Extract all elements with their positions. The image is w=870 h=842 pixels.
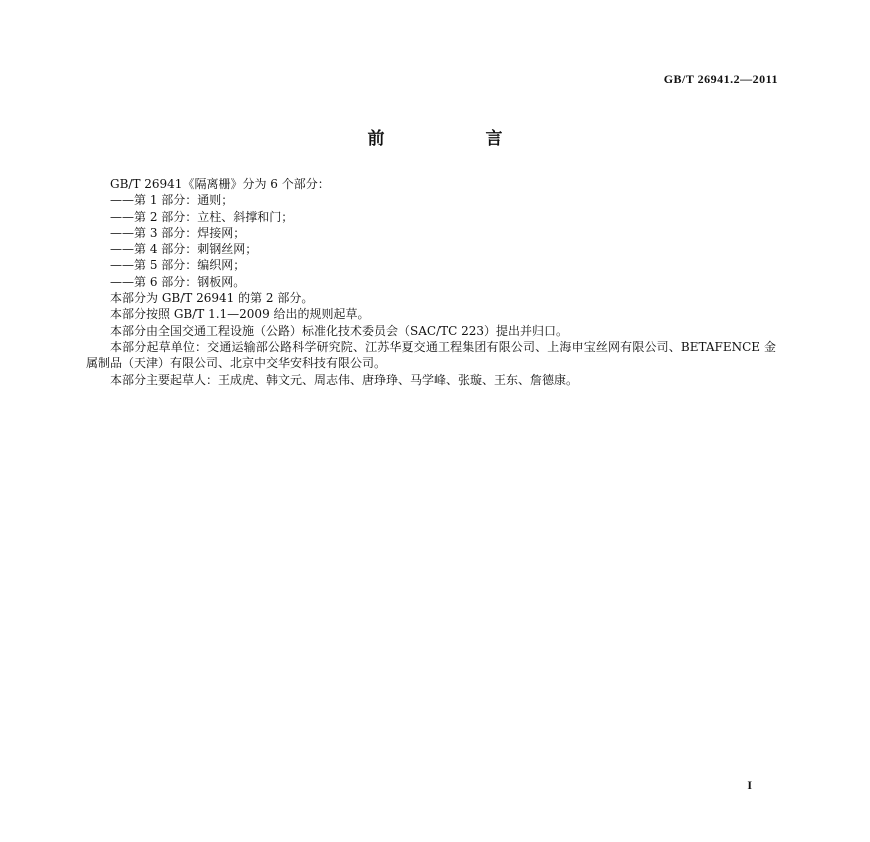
- list-item-part-1: ——第 1 部分：通则；: [110, 193, 234, 208]
- paragraph-parts-intro: GB/T 26941《隔离栅》分为 6 个部分：: [110, 177, 330, 191]
- list-item-part-2: ——第 2 部分：立柱、斜撑和门；: [110, 209, 294, 224]
- standard-code: GB/T 26941.2—2011: [663, 72, 778, 86]
- paragraph-drafting-units: 本部分起草单位：交通运输部公路科学研究院、江苏华夏交通工程集团有限公司、上海申宝丝网有限公司、BETAFENCE 金属制品（天津）有限公司、北京中交华安科技有限公司。: [86, 339, 776, 371]
- page-number: I: [747, 778, 752, 792]
- list-item-part-4: ——第 4 部分：刺钢丝网；: [110, 242, 258, 257]
- paragraph-proposer: 本部分由全国交通工程设施（公路）标准化技术委员会（SAC/TC 223）提出并归口。: [110, 323, 569, 338]
- paragraph-drafters: 本部分主要起草人：王成虎、韩文元、周志伟、唐琤琤、马学峰、张璇、王东、詹德康。: [110, 372, 579, 387]
- list-item-part-3: ——第 3 部分：焊接网；: [110, 225, 246, 240]
- paragraph-drafting-rules: 本部分按照 GB/T 1.1—2009 给出的规则起草。: [110, 307, 370, 322]
- list-item-part-6: ——第 6 部分：钢板网。: [110, 274, 246, 289]
- page-title: 前 言: [367, 129, 545, 149]
- list-item-part-5: ——第 5 部分：编织网；: [110, 258, 246, 273]
- foreword-body: [86, 176, 776, 388]
- paragraph-this-part: 本部分为 GB/T 26941 的第 2 部分。: [110, 291, 314, 306]
